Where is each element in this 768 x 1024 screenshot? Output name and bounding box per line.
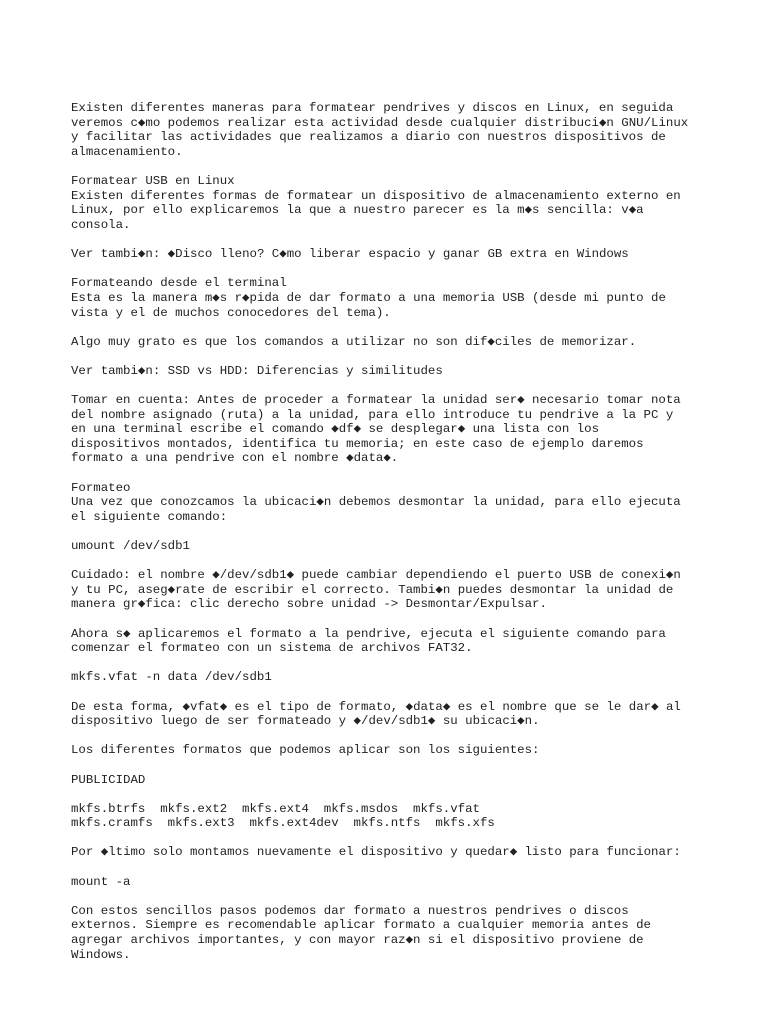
text-line: Ver tambi◆n: SSD vs HDD: Diferencias y similitudes xyxy=(71,363,443,378)
text-line: Formateando desde el terminal xyxy=(71,276,287,291)
text-line: dispositivos montados, identifica tu memoria; en este caso de ejemplo daremos xyxy=(71,436,644,451)
paragraph xyxy=(71,247,711,262)
paragraph xyxy=(71,845,711,860)
text-line: Esta es la manera m◆s r◆pida de dar formato a una memoria USB (desde mi punto de xyxy=(71,290,666,305)
text-line: mkfs.cramfs mkfs.ext3 mkfs.ext4dev mkfs.ntfs mkfs.xfs xyxy=(71,816,495,831)
text-line: Una vez que conozcamos la ubicaci◆n debemos desmontar la unidad, para ello ejecuta xyxy=(71,495,681,510)
text-line: veremos c◆mo podemos realizar esta actividad desde cualquier distribuci◆n GNU/Linux xyxy=(71,115,689,130)
text-line: mkfs.vfat -n data /dev/sdb1 xyxy=(71,670,272,685)
paragraph xyxy=(71,670,711,685)
text-line: Ver tambi◆n: ◆Disco lleno? C◆mo liberar espacio y ganar GB extra en Windows xyxy=(71,247,629,262)
paragraph xyxy=(71,700,711,729)
text-line: vista y el de muchos conocedores del tema). xyxy=(71,305,391,320)
paragraph xyxy=(71,174,711,232)
text-line: Los diferentes formatos que podemos aplicar son los siguientes: xyxy=(71,743,540,758)
paragraph xyxy=(71,393,711,466)
text-line: Cuidado: el nombre ◆/dev/sdb1◆ puede cambiar dependiendo el puerto USB de conexi◆n xyxy=(71,568,681,583)
text-line: y facilitar las actividades que realizamos a diario con nuestros dispositivos de xyxy=(71,130,666,145)
text-line: Linux, por ello explicaremos la que a nuestro parecer es la m◆s sencilla: v◆a xyxy=(71,203,644,218)
paragraph xyxy=(71,875,711,890)
text-line: mkfs.btrfs mkfs.ext2 mkfs.ext4 mkfs.msdos mkfs.vfat xyxy=(71,801,480,816)
paragraph xyxy=(71,743,711,758)
text-line: Con estos sencillos pasos podemos dar formato a nuestros pendrives o discos xyxy=(71,903,629,918)
text-line: comenzar el formateo con un sistema de archivos FAT32. xyxy=(71,641,473,656)
text-line: y tu PC, aseg◆rate de escribir el correcto. Tambi◆n puedes desmontar la unidad de xyxy=(71,582,674,597)
text-line: almacenamiento. xyxy=(71,144,183,159)
text-line: en una terminal escribe el comando ◆df◆ se desplegar◆ una lista con los xyxy=(71,422,599,437)
text-line: Por ◆ltimo solo montamos nuevamente el dispositivo y quedar◆ listo para funcionar: xyxy=(71,845,681,860)
text-line: Windows. xyxy=(71,947,131,962)
paragraph xyxy=(71,904,711,962)
text-line: del nombre asignado (ruta) a la unidad, para ello introduce tu pendrive a la PC y xyxy=(71,407,674,422)
paragraph xyxy=(71,802,711,831)
text-line: manera gr◆fica: clic derecho sobre unidad -> Desmontar/Expulsar. xyxy=(71,597,547,612)
paragraph xyxy=(71,335,711,350)
paragraph xyxy=(71,364,711,379)
text-line: el siguiente comando: xyxy=(71,509,228,524)
text-line: Existen diferentes maneras para formatear pendrives y discos en Linux, en seguida xyxy=(71,101,674,116)
text-line: Existen diferentes formas de formatear un dispositivo de almacenamiento externo en xyxy=(71,188,681,203)
document-page xyxy=(71,72,711,977)
text-line: externos. Siempre es recomendable aplicar formato a cualquier memoria antes de xyxy=(71,918,651,933)
text-line: De esta forma, ◆vfat◆ es el tipo de formato, ◆data◆ es el nombre que se le dar◆ al xyxy=(71,699,681,714)
text-line: Formatear USB en Linux xyxy=(71,174,235,189)
text-line: Formateo xyxy=(71,480,131,495)
text-line: Tomar en cuenta: Antes de proceder a formatear la unidad ser◆ necesario tomar nota xyxy=(71,393,681,408)
paragraph xyxy=(71,773,711,788)
text-line: PUBLICIDAD xyxy=(71,772,146,787)
text-line: agregar archivos importantes, y con mayor raz◆n si el dispositivo proviene de xyxy=(71,933,644,948)
paragraph xyxy=(71,568,711,612)
paragraph xyxy=(71,481,711,525)
paragraph xyxy=(71,539,711,554)
text-line: dispositivo luego de ser formateado y ◆/dev/sdb1◆ su ubicaci◆n. xyxy=(71,714,540,729)
text-line: formato a una pendrive con el nombre ◆data◆. xyxy=(71,451,399,466)
text-line: Ahora s◆ aplicaremos el formato a la pendrive, ejecuta el siguiente comando para xyxy=(71,626,666,641)
paragraph xyxy=(71,627,711,656)
paragraph xyxy=(71,101,711,159)
text-line: mount -a xyxy=(71,874,131,889)
text-line: consola. xyxy=(71,217,131,232)
text-line: Algo muy grato es que los comandos a utilizar no son dif◆ciles de memorizar. xyxy=(71,334,637,349)
text-line: umount /dev/sdb1 xyxy=(71,539,190,553)
paragraph xyxy=(71,276,711,320)
